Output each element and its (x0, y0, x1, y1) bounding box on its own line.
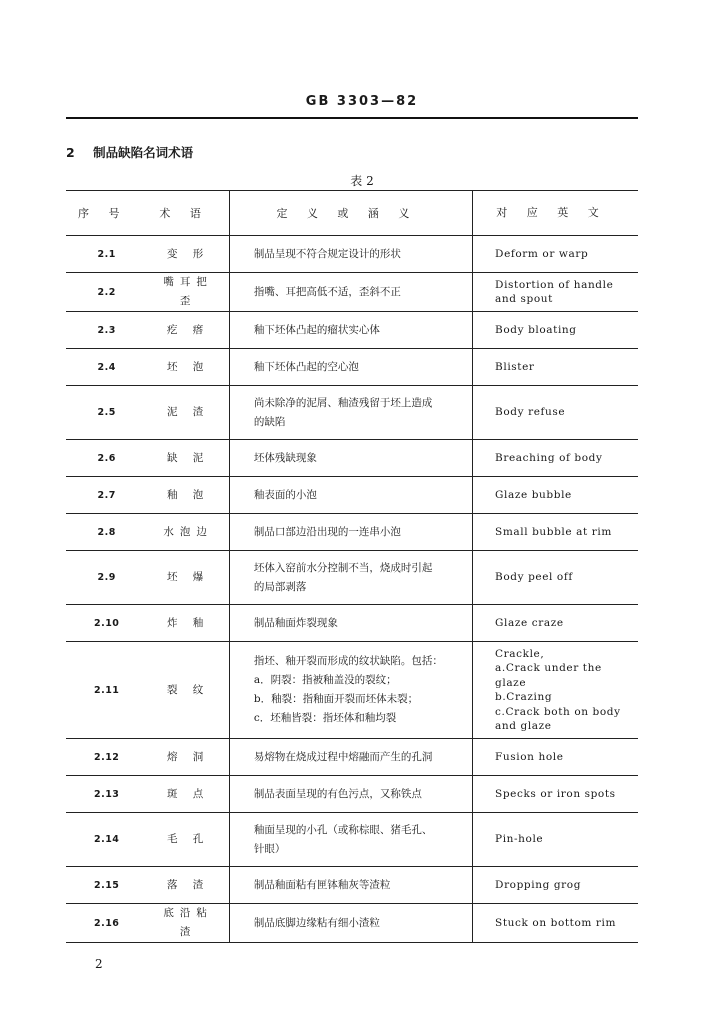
row-definition: 尚未除净的泥屑、釉渣残留于坯上造成 的缺陷 (229, 386, 472, 440)
section-number: 2 (66, 145, 75, 160)
row-term: 斑 点 (147, 776, 229, 813)
row-definition: 制品釉面粘有匣钵釉灰等渣粒 (229, 867, 472, 904)
row-term: 底沿粘渣 (147, 904, 229, 943)
table-header-row (66, 191, 638, 236)
row-definition: 釉下坯体凸起的瘤状实心体 (229, 312, 472, 349)
table-row (66, 642, 638, 739)
column-header-definition: 定 义 或 涵 义 (229, 191, 472, 236)
row-english: Glaze craze (473, 605, 638, 642)
table-row (66, 312, 638, 349)
standard-header: GB 3303—82 (305, 94, 419, 109)
row-english: Fusion hole (473, 739, 638, 776)
row-number: 2.15 (66, 867, 147, 904)
column-header-term: 术 语 (147, 191, 229, 236)
row-number: 2.5 (66, 386, 147, 440)
header-rule (66, 117, 638, 119)
defect-terms-table (66, 190, 638, 943)
row-term: 裂 纹 (147, 642, 229, 739)
table-row (66, 813, 638, 867)
page-number: 2 (95, 957, 103, 971)
row-term: 泥 渣 (147, 386, 229, 440)
row-definition: 坯体入窑前水分控制不当，烧成时引起 的局部剥落 (229, 551, 472, 605)
row-definition: 制品呈现不符合规定设计的形状 (229, 236, 472, 273)
table-row (66, 273, 638, 312)
table-row (66, 867, 638, 904)
row-number: 2.9 (66, 551, 147, 605)
row-english: Body refuse (473, 386, 638, 440)
row-number: 2.6 (66, 440, 147, 477)
row-english: Stuck on bottom rim (473, 904, 638, 943)
row-number: 2.16 (66, 904, 147, 943)
row-term: 毛 孔 (147, 813, 229, 867)
row-term: 釉 泡 (147, 477, 229, 514)
table-row (66, 551, 638, 605)
row-number: 2.1 (66, 236, 147, 273)
table-caption: 表 2 (350, 174, 374, 188)
row-definition: 坯体残缺现象 (229, 440, 472, 477)
row-english: Body bloating (473, 312, 638, 349)
row-number: 2.13 (66, 776, 147, 813)
row-definition: 釉面呈现的小孔（或称棕眼、猪毛孔、 针眼） (229, 813, 472, 867)
row-term: 缺 泥 (147, 440, 229, 477)
table-row (66, 776, 638, 813)
row-number: 2.3 (66, 312, 147, 349)
row-number: 2.4 (66, 349, 147, 386)
table-row (66, 514, 638, 551)
row-number: 2.14 (66, 813, 147, 867)
row-english: Dropping grog (473, 867, 638, 904)
row-term: 炸 釉 (147, 605, 229, 642)
row-definition: 制品口部边沿出现的一连串小泡 (229, 514, 472, 551)
row-number: 2.7 (66, 477, 147, 514)
row-term: 落 渣 (147, 867, 229, 904)
row-english: Small bubble at rim (473, 514, 638, 551)
table-row (66, 236, 638, 273)
row-number: 2.12 (66, 739, 147, 776)
row-number: 2.8 (66, 514, 147, 551)
row-term: 熔 洞 (147, 739, 229, 776)
table-row (66, 739, 638, 776)
row-number: 2.2 (66, 273, 147, 312)
table-row (66, 440, 638, 477)
row-term: 嘴耳把歪 (147, 273, 229, 312)
column-header-number: 序 号 (66, 191, 147, 236)
row-english: Body peel off (473, 551, 638, 605)
table-row (66, 605, 638, 642)
row-english: Distortion of handle and spout (473, 273, 638, 312)
table-row (66, 386, 638, 440)
section-title: 制品缺陷名词术语 (93, 145, 194, 160)
row-english: Specks or iron spots (473, 776, 638, 813)
row-definition: 制品表面呈现的有色污点，又称铁点 (229, 776, 472, 813)
row-definition: 釉表面的小泡 (229, 477, 472, 514)
row-term: 疙 瘩 (147, 312, 229, 349)
row-number: 2.10 (66, 605, 147, 642)
row-english: Glaze bubble (473, 477, 638, 514)
row-english: Breaching of body (473, 440, 638, 477)
table-row (66, 904, 638, 943)
table-row (66, 477, 638, 514)
row-english: Deform or warp (473, 236, 638, 273)
row-term: 水泡边 (147, 514, 229, 551)
row-definition: 易熔物在烧成过程中熔融而产生的孔洞 (229, 739, 472, 776)
column-header-english: 对 应 英 文 (473, 191, 638, 236)
row-number: 2.11 (66, 642, 147, 739)
row-definition: 制品底脚边缘粘有细小渣粒 (229, 904, 472, 943)
row-definition: 指嘴、耳把高低不适，歪斜不正 (229, 273, 472, 312)
section-heading (66, 143, 193, 161)
row-definition: 釉下坯体凸起的空心泡 (229, 349, 472, 386)
row-english: Pin-hole (473, 813, 638, 867)
row-english: Blister (473, 349, 638, 386)
row-term: 坯 爆 (147, 551, 229, 605)
row-term: 变 形 (147, 236, 229, 273)
row-definition: 制品釉面炸裂现象 (229, 605, 472, 642)
row-definition: 指坯、釉开裂而形成的纹状缺陷。包括： a．阴裂：指被釉盖没的裂纹； b．釉裂：指釉面开裂而坯体未裂； c．坯釉皆裂：指坯体和釉均裂 (229, 642, 472, 739)
table-row (66, 349, 638, 386)
row-term: 坯 泡 (147, 349, 229, 386)
row-english: Crackle, a.Crack under the glaze b.Crazing c.Crack both on body and glaze (473, 642, 638, 739)
